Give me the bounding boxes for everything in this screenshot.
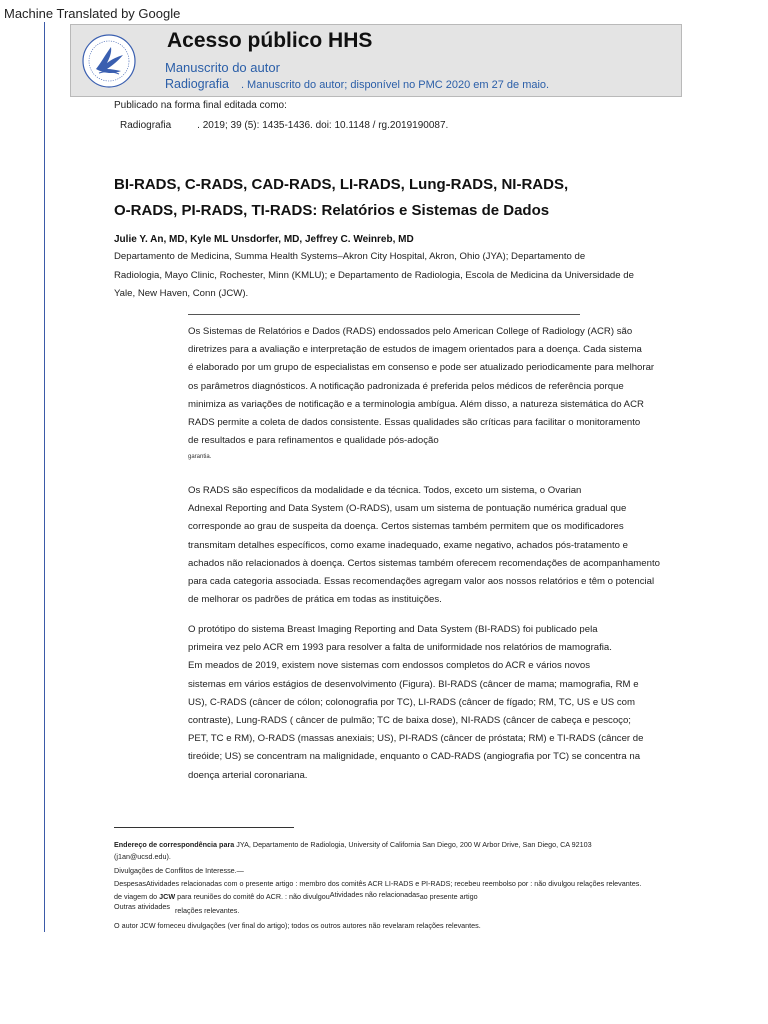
paragraph-line: sistemas em vários estágios de desenvolvimento (Figura). BI-RADS (câncer de mama; mamografia, RM e bbox=[188, 678, 639, 690]
paragraph-line: Os Sistemas de Relatórios e Dados (RADS) endossados pelo American College of Radiology (ACR) são bbox=[188, 326, 633, 337]
citation-journal: Radiografia bbox=[120, 120, 172, 131]
footnote-text: Atividades relacionadas com bbox=[145, 879, 238, 888]
paragraph-line: transmitam detalhes específicos, como exame inadequado, exame negativo, achados pós-tratamento e bbox=[188, 539, 628, 551]
manuscript-label: Manuscrito do autor bbox=[165, 60, 280, 75]
paragraph-line: de melhorar os padrões de prática em todas as instituições. bbox=[188, 594, 442, 606]
journal-link[interactable]: Radiografia bbox=[165, 77, 229, 91]
translator-label: Machine Translated by Google bbox=[4, 6, 181, 21]
footnote-text: Atividades não relacionadas bbox=[329, 890, 420, 899]
footnote-text: o presente artigo : membro dos comitês ACR LI-RADS e PI-RADS; recebeu reembolso por : não divulgou relações relevantes. bbox=[237, 879, 642, 888]
paragraph-3 bbox=[188, 621, 668, 785]
hhs-seal-icon bbox=[81, 33, 137, 89]
paragraph-line: doença arterial coronariana. bbox=[188, 769, 308, 781]
author-email-link[interactable]: (j1an@ucsd.edu). bbox=[114, 852, 171, 861]
paragraph-line: os parâmetros diagnósticos. A notificação padronizada é preferida pelos médicos de referência porque bbox=[188, 380, 624, 392]
paragraph-line: de resultados e para refinamentos e qualidade pós-adoção bbox=[188, 435, 439, 447]
paragraph-line: Adnexal Reporting and Data System (O-RADS), usam um sistema de pontuação numérica gradual que bbox=[188, 503, 627, 515]
paragraph-line: é elaborado por um grupo de especialistas em consenso e pode ser atualizado periodicamente para melhorar bbox=[188, 362, 655, 374]
footnote-text: JCW bbox=[159, 892, 176, 901]
paragraph-line: RADS permite a coleta de dados consistente. Essas qualidades são críticas para facilitar o monitoramento bbox=[188, 417, 641, 429]
citation-details: . 2019; 39 (5): 1435-1436. doi: 10.1148 / rg.2019190087. bbox=[197, 120, 449, 131]
footnote-correspondence bbox=[114, 839, 592, 850]
footnote-email bbox=[114, 851, 171, 862]
footnote-text: Despesas bbox=[114, 879, 146, 888]
journal-line bbox=[165, 77, 549, 91]
citation bbox=[120, 120, 448, 131]
affiliation-line: Yale, New Haven, Conn (JCW). bbox=[114, 288, 249, 299]
footnote-disclosures: Divulgações de Conflitos de Interesse.— bbox=[114, 866, 244, 875]
paragraph-line: Os RADS são específicos da modalidade e da técnica. Todos, exceto um sistema, o Ovarian bbox=[188, 485, 582, 496]
footnote-line-4 bbox=[114, 878, 641, 889]
pmc-note: . Manuscrito do autor; disponível no PMC 2020 em 27 de maio. bbox=[240, 79, 550, 91]
paragraph-tail: garantia. bbox=[188, 454, 212, 460]
section-divider bbox=[188, 314, 580, 315]
article-title bbox=[114, 172, 634, 224]
footnote-text: ao bbox=[419, 892, 428, 901]
paragraph-line: para cada categoria associada. Essas recomendações agregam valor aos nossos relatórios e têm o potencial bbox=[188, 576, 655, 588]
affiliation-line: Departamento de Medicina, Summa Health Systems–Akron City Hospital, Akron, Ohio (JYA); Departamento de bbox=[114, 251, 586, 262]
paragraph-line: tireóide; US) se concentram na malignidade, enquanto o CAD-RADS (angiografia por TC) se concentra na bbox=[188, 751, 641, 763]
footnote-line-6: Outras atividades bbox=[114, 902, 170, 911]
footnote-divider bbox=[114, 827, 294, 828]
paragraph-line: primeira vez pelo ACR em 1993 para resolver a falta de uniformidade nos relatórios de mamografia. bbox=[188, 642, 612, 654]
published-label: Publicado na forma final editada como: bbox=[114, 100, 287, 111]
hhs-header bbox=[70, 24, 682, 97]
paragraph-line: US), C-RADS (câncer de cólon; colonografia por TC), LI-RADS (câncer de fígado; RM, TC, US e US com bbox=[188, 696, 635, 708]
article-authors: Julie Y. An, MD, Kyle ML Unsdorfer, MD, Jeffrey C. Weinreb, MD bbox=[114, 234, 414, 245]
paragraph-line: PET, TC e RM), O-RADS (massas anexiais; US), PI-RADS (câncer de próstata; RM) e TI-RADS (câncer de bbox=[188, 733, 644, 745]
footnote-text: presente artigo bbox=[427, 892, 478, 901]
footnote-text: para reuniões do comitê do ACR. : não divulgou bbox=[175, 892, 330, 901]
paragraph-line: corresponde ao grau de suspeita da doença. Certos sistemas também permitem que os modificadores bbox=[188, 521, 624, 533]
article-title-line: BI-RADS, C-RADS, CAD-RADS, LI-RADS, Lung-RADS, NI-RADS, bbox=[114, 176, 569, 193]
article-title-line: O-RADS, PI-RADS, TI-RADS: Relatórios e Sistemas de Dados bbox=[114, 202, 550, 219]
footnote-line-7: relações relevantes. bbox=[175, 906, 240, 915]
margin-line bbox=[44, 22, 45, 932]
footnote-text: de viagem do bbox=[114, 892, 160, 901]
paragraph-line: achados não relacionados à doença. Certos sistemas também oferecem recomendações de acompanhamento bbox=[188, 557, 660, 569]
footnote-last: O autor JCW forneceu divulgações (ver final do artigo); todos os outros autores não revelaram relações relevantes. bbox=[114, 921, 481, 930]
paragraph-line: Em meados de 2019, existem nove sistemas com endossos completos do ACR e vários novos bbox=[188, 660, 591, 672]
page-title: Acesso público HHS bbox=[167, 29, 373, 52]
paragraph-line: contraste), Lung-RADS ( câncer de pulmão; TC de baixa dose), NI-RADS (câncer de cabeça e pescoço; bbox=[188, 715, 631, 727]
footnote-corr-label: Endereço de correspondência para bbox=[114, 840, 235, 849]
affiliation-line: Radiologia, Mayo Clinic, Rochester, Minn (KMLU); e Departamento de Radiologia, Escola de Medicina da Universidade de bbox=[114, 269, 634, 281]
footnote-corr-text: JYA, Departamento de Radiologia, University of California San Diego, 200 W Arbor Drive, San Diego, CA 92103 bbox=[234, 840, 592, 849]
paragraph-2 bbox=[188, 482, 668, 609]
paragraph-line: diretrizes para a avaliação e interpretação de estudos de imagem orientados para a doença. Cada sistema bbox=[188, 344, 642, 356]
paragraph-1 bbox=[188, 323, 668, 450]
article-affiliations bbox=[114, 248, 654, 304]
paragraph-line: O protótipo do sistema Breast Imaging Reporting and Data System (BI-RADS) foi publicado pela bbox=[188, 624, 598, 635]
paragraph-line: minimiza as variações de notificação e a terminologia ambígua. Além disso, a natureza sistemática do ACR bbox=[188, 398, 644, 410]
